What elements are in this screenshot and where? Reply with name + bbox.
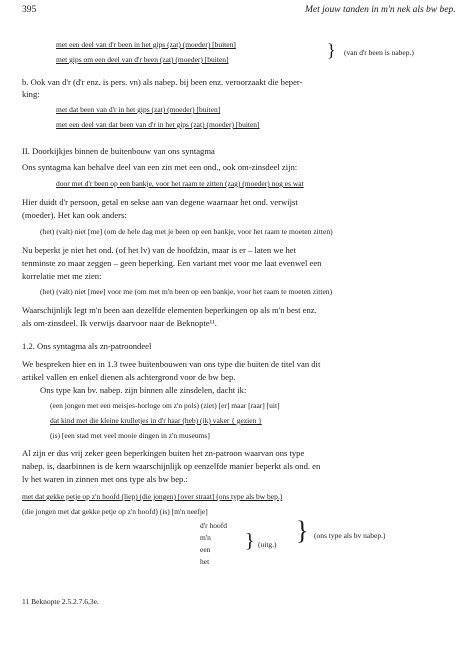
section-heading: II. Doorkijkjes binnen de buitenbouw van ons syntagma [22, 146, 215, 156]
example-line: (het) (valt) niet [mee] voor me (om met m'n been op een bankje, voor het raam te moeten zitten) [40, 287, 333, 296]
example-line: dat kind met die kleine krulletjes in d'r haar (heb) (ik) vaker { gezien } [50, 416, 262, 425]
section-heading: 1.2. Ons syntagma als zn-patroondeel [22, 341, 152, 351]
option-item: een [200, 545, 211, 554]
example-line: door met d'r been op een bankje, voor het raam te zitten (zag) (moeder) nog es wat [56, 179, 304, 188]
example-line: (het) (valt) niet [me] (om de hele dag met je been op een bankje, voor het raam te moeten zitten) [40, 227, 333, 236]
example-line: met dat been van d'r in het gips (zat) (moeder) [buiten] [56, 105, 221, 114]
body-line: (moeder). Het kan ook anders: [22, 210, 127, 220]
body-line: nabep. is, daarbinnen is de kern waarschijnlijk op eenzelfde manier beperkt als ond. en [22, 461, 321, 471]
body-line: Ons type kan bv. nabep. zijn binnen alle zinsdelen, dacht ik: [40, 385, 247, 395]
body-line: Ons syntagma kan behalve deel van een zin met een ond., ook om-zinsdeel zijn: [22, 162, 298, 172]
body-line: Nu beperkt je niet het ond. (of het lv) van de hoofdzin, maar is er – laten we het [22, 245, 296, 255]
brace-note: (ons type als bv nabep.) [314, 531, 386, 540]
body-line: We bespreken hier en in 1.3 twee buitenbouwen van ons type die buiten de titel van dit [22, 359, 321, 369]
body-line: Al zijn er dus vrij zeker geen beperkingen buiten het zn-patroon waarvan ons type [22, 448, 305, 458]
example-line: met gips om een deel van d'r been (zat) (moeder) [buiten] [56, 55, 229, 64]
right-brace: } [296, 516, 309, 545]
body-line: Hier duidt d'r persoon, getal en sekse aan van degene waarnaar het ond. verwijst [22, 197, 298, 207]
example-line: met een deel van dat been van d'r in het gips (zat) (moeder) [buiten] [56, 120, 260, 129]
option-item: m'n [200, 533, 211, 542]
example-line: met een deel van d'r been in het gips (zat) (moeder) [buiten] [56, 40, 236, 49]
right-brace: } [245, 530, 255, 552]
body-line: Waarschijnlijk legt m'n been aan dezelfde elementen beperkingen op als m'n best enz. [22, 305, 317, 315]
body-line: tenminste zo maar zeggen – geen beperking. Een variant met voor me laat evenwel een [22, 258, 322, 268]
body-line: korrelatie met me zien: [22, 271, 102, 281]
option-item: het [200, 557, 210, 566]
running-title: Met jouw tanden in m'n nek als bw bep. [305, 5, 456, 15]
brace-note: (van d'r been is nabep.) [344, 48, 414, 57]
footnote: 11 Beknopte 2.5.2.7.6,3e. [22, 597, 99, 606]
right-brace: } [327, 40, 336, 60]
body-line: b. Ook van d'r (d'r enz. is pers. vn) als nabep. bij been enz. veroorzaakt die beper- [22, 77, 303, 87]
body-line: king: [22, 89, 40, 99]
example-line: (is) [een stad met veel mooie dingen in z'n museums] [50, 431, 210, 440]
example-line: met dat gekke petje op z'n hoofd (liep) (die jongen) [over straat] (ons type als bw bep.) [22, 492, 283, 501]
body-line: lv het waren in zinnen met ons type als bw bep.: [22, 474, 188, 484]
example-line: (die jongen met dat gekke petje op z'n hoofd) (is) [m'n neefje] [22, 507, 208, 516]
example-line: (een jongen met een meisjes-horloge om z'n pols) (ziet) [er] maar [raar] [uit] [50, 401, 280, 410]
page-number: 395 [22, 5, 37, 15]
body-line: als om-zinsdeel. Ik verwijs daarvoor naar de Beknopte¹¹. [22, 318, 217, 328]
option-item: d'r hoofd [200, 521, 227, 530]
brace-note: (uitg.) [258, 540, 277, 549]
body-line: artikel vallen en enkel dienen als achtergrond voor de bw bep. [22, 372, 236, 382]
